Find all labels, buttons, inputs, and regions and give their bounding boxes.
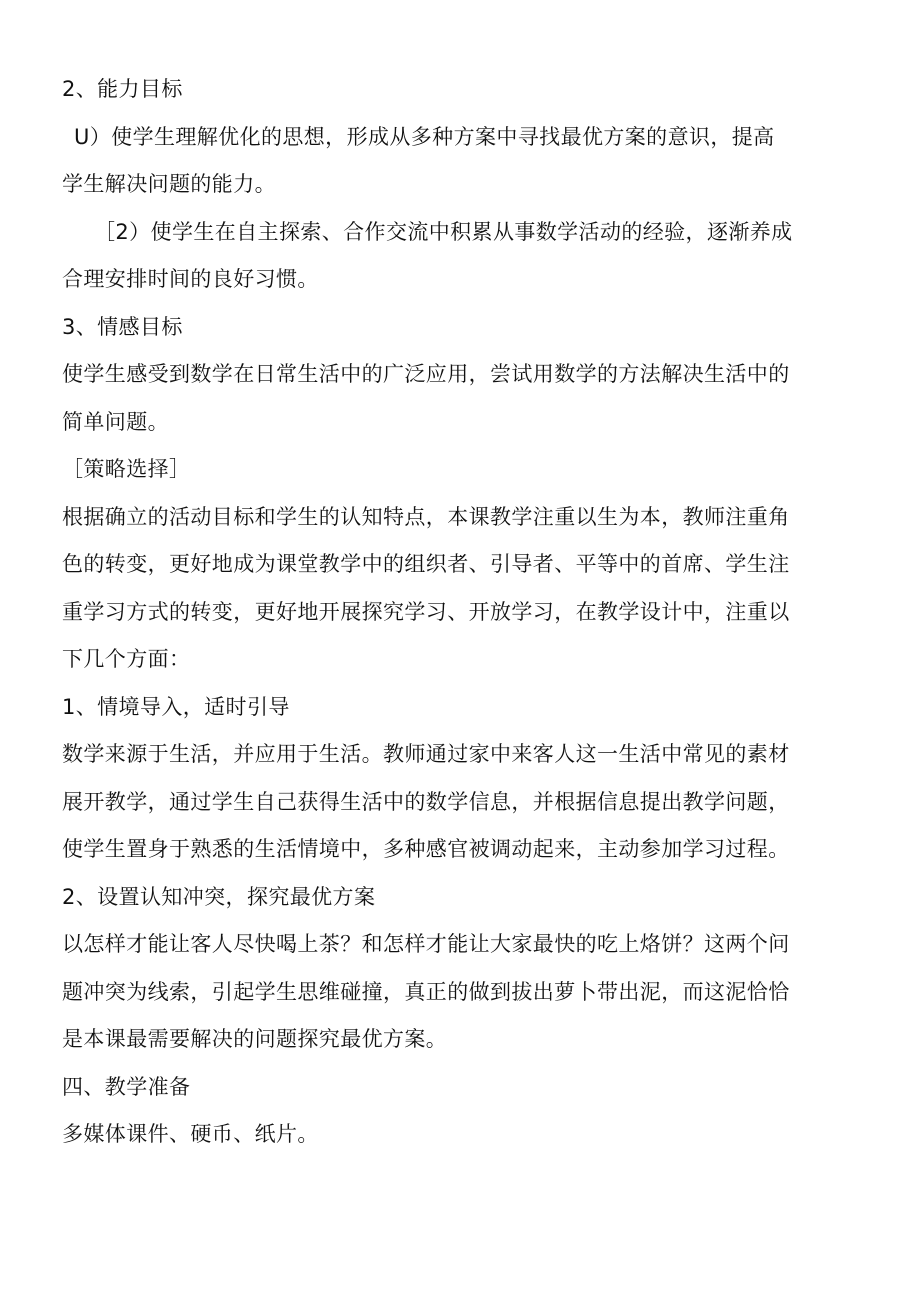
paragraph-line: 使学生感受到数学在日常生活中的广泛应用，尝试用数学的方法解决生活中的: [62, 362, 790, 386]
paragraph-line: 题冲突为线索，引起学生思维碰撞，真正的做到拔出萝卜带出泥，而这泥恰恰: [62, 979, 790, 1004]
heading-emotion-goals: 3、情感目标: [62, 314, 183, 339]
paragraph-line: U）使学生理解优化的思想，形成从多种方案中寻找最优方案的意识，提高: [74, 124, 775, 149]
paragraph-line: 多媒体课件、硬币、纸片。: [62, 1122, 319, 1146]
paragraph-line: 色的转变，更好地成为课堂教学中的组织者、引导者、平等中的首席、学生注: [62, 552, 790, 576]
paragraph-line: 使学生置身于熟悉的生活情境中，多种感官被调动起来，主动参加学习过程。: [62, 837, 790, 861]
paragraph-line: 重学习方式的转变，更好地开展探究学习、开放学习，在教学设计中，注重以: [62, 599, 790, 624]
paragraph-line: 是本课最需要解决的问题探究最优方案。: [62, 1027, 448, 1051]
paragraph-line: 下几个方面：: [62, 647, 191, 671]
paragraph-line: 简单问题。: [62, 409, 169, 434]
paragraph-line: 合理安排时间的良好习惯。: [62, 267, 319, 291]
paragraph-line: 数学来源于生活，并应用于生活。教师通过家中来客人这一生活中常见的素材: [62, 742, 790, 766]
document-body: [62, 66, 852, 1159]
heading-strategy: ［策略选择］: [62, 457, 191, 481]
paragraph-line: ［2）使学生在自主探索、合作交流中积累从事数学活动的经验，逐渐养成: [94, 219, 793, 244]
paragraph-line: 学生解决问题的能力。: [62, 172, 276, 196]
paragraph-line: 以怎样才能让客人尽快喝上茶？和怎样才能让大家最快的吃上烙饼？这两个问: [62, 932, 790, 956]
heading-cognitive-conflict: 2、设置认知冲突，探究最优方案: [62, 884, 376, 909]
heading-situation-intro: 1、情境导入，适时引导: [62, 694, 290, 719]
paragraph-line: 展开教学，通过学生自己获得生活中的数学信息，并根据信息提出教学问题，: [62, 789, 790, 814]
heading-ability-goals: 2、能力目标: [62, 77, 183, 101]
heading-teaching-preparation: 四、教学准备: [62, 1074, 191, 1099]
paragraph-line: 根据确立的活动目标和学生的认知特点，本课教学注重以生为本，教师注重角: [62, 504, 790, 529]
